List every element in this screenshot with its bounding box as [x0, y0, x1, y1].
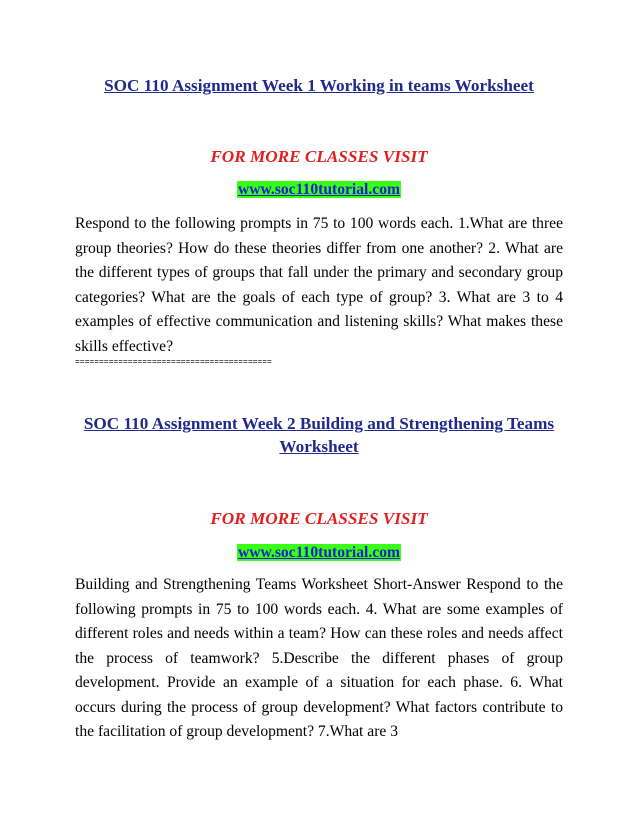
section-divider: ========================================= [75, 358, 272, 367]
section1-visit-label: FOR MORE CLASSES VISIT [210, 147, 428, 166]
section1-url-link[interactable]: www.soc110tutorial.com [238, 181, 400, 198]
section1-title[interactable]: SOC 110 Assignment Week 1 Working in teams Worksheet [104, 76, 534, 95]
section2-body: Building and Strengthening Teams Worksheet Short-Answer Respond to the following prompts in 75 to 100 words each. 4. What are some examples of different roles and needs within a team? How can these roles and needs affect the process of teamwork? 5.Describe the different phases of group development. Provide an example of a situation for each phase. 6. What occurs during the process of group development? What factors contribute to the facilitation of group development? 7.What are 3 [75, 576, 563, 740]
section1-url-wrap [75, 179, 563, 200]
section2-visit-label: FOR MORE CLASSES VISIT [210, 509, 428, 528]
section2-url-wrap [75, 542, 563, 563]
section2-title[interactable]: SOC 110 Assignment Week 2 Building and Strengthening Teams Worksheet [83, 414, 555, 456]
section2-url-link[interactable]: www.soc110tutorial.com [238, 544, 400, 561]
section1-body: Respond to the following prompts in 75 to 100 words each. 1.What are three group theories? How do these theories differ from one another? 2. What are the different types of groups that fall under the primary and secondary group categories? What are the goals of each type of group? 3. What are 3 to 4 examples of effective communication and listening skills? What makes these skills effective? [75, 215, 563, 355]
